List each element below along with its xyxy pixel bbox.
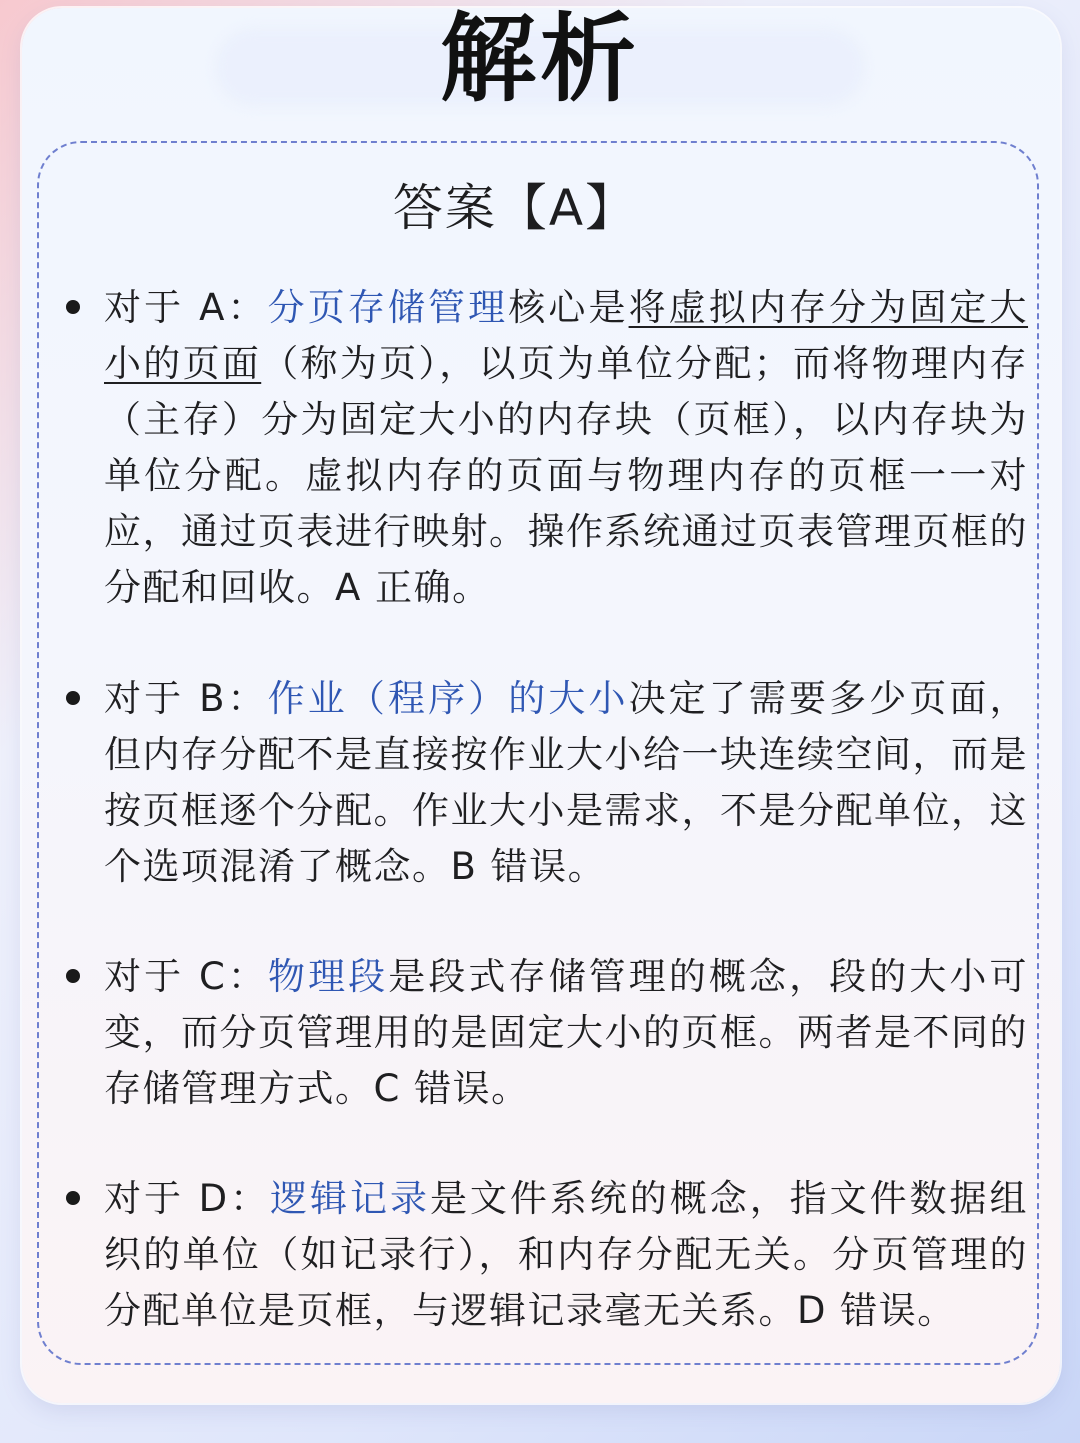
item-keyword: 物理段 xyxy=(268,955,389,998)
item-text: 是文件系统的概念，指文件数据组织的单位（如记录行），和内存分配无关。分页管理的分配单位是页框，与逻辑记录毫无关系。D 错误。 xyxy=(104,1177,1029,1332)
analysis-item-b xyxy=(104,671,1028,895)
item-keyword: 分页存储管理 xyxy=(267,286,509,329)
title-area xyxy=(0,0,1080,118)
analysis-item-a xyxy=(104,280,1028,616)
bullet-c xyxy=(66,969,80,983)
analysis-item-c xyxy=(104,949,1028,1117)
item-prefix: 对于 C： xyxy=(104,955,269,998)
item-text: 决定了需要多少页面，但内存分配不是直接按作业大小给一块连续空间，而是按页框逐个分配。作业大小是需求，不是分配单位，这个选项混淆了概念。B 错误。 xyxy=(104,677,1028,888)
item-prefix: 对于 B： xyxy=(104,677,268,720)
bullet-a xyxy=(66,300,80,314)
item-text: （称为页），以页为单位分配；而将物理内存（主存）分为固定大小的内存块（页框），以内存块为单位分配。虚拟内存的页面与物理内存的页框一一对应，通过页表进行映射。操作系统通过页表管理页框的分配和回收。A 正确。 xyxy=(104,342,1029,609)
item-keyword: 逻辑记录 xyxy=(270,1177,430,1220)
item-prefix: 对于 D： xyxy=(104,1177,271,1220)
item-mid: 核心是 xyxy=(508,286,629,329)
bullet-b xyxy=(66,691,80,705)
analysis-item-d xyxy=(104,1171,1028,1339)
item-keyword: 作业（程序）的大小 xyxy=(267,677,629,720)
item-underlined: 将虚拟内存分为固定大小的页面 xyxy=(104,286,1029,385)
item-text: 是段式存储管理的概念，段的大小可变，而分页管理用的是固定大小的页框。两者是不同的存储管理方式。C 错误。 xyxy=(104,955,1028,1110)
answer-heading: 答案【A】 xyxy=(392,179,638,237)
bullet-d xyxy=(66,1191,80,1205)
item-prefix: 对于 A： xyxy=(104,286,268,329)
page-title: 解析 xyxy=(440,3,640,115)
